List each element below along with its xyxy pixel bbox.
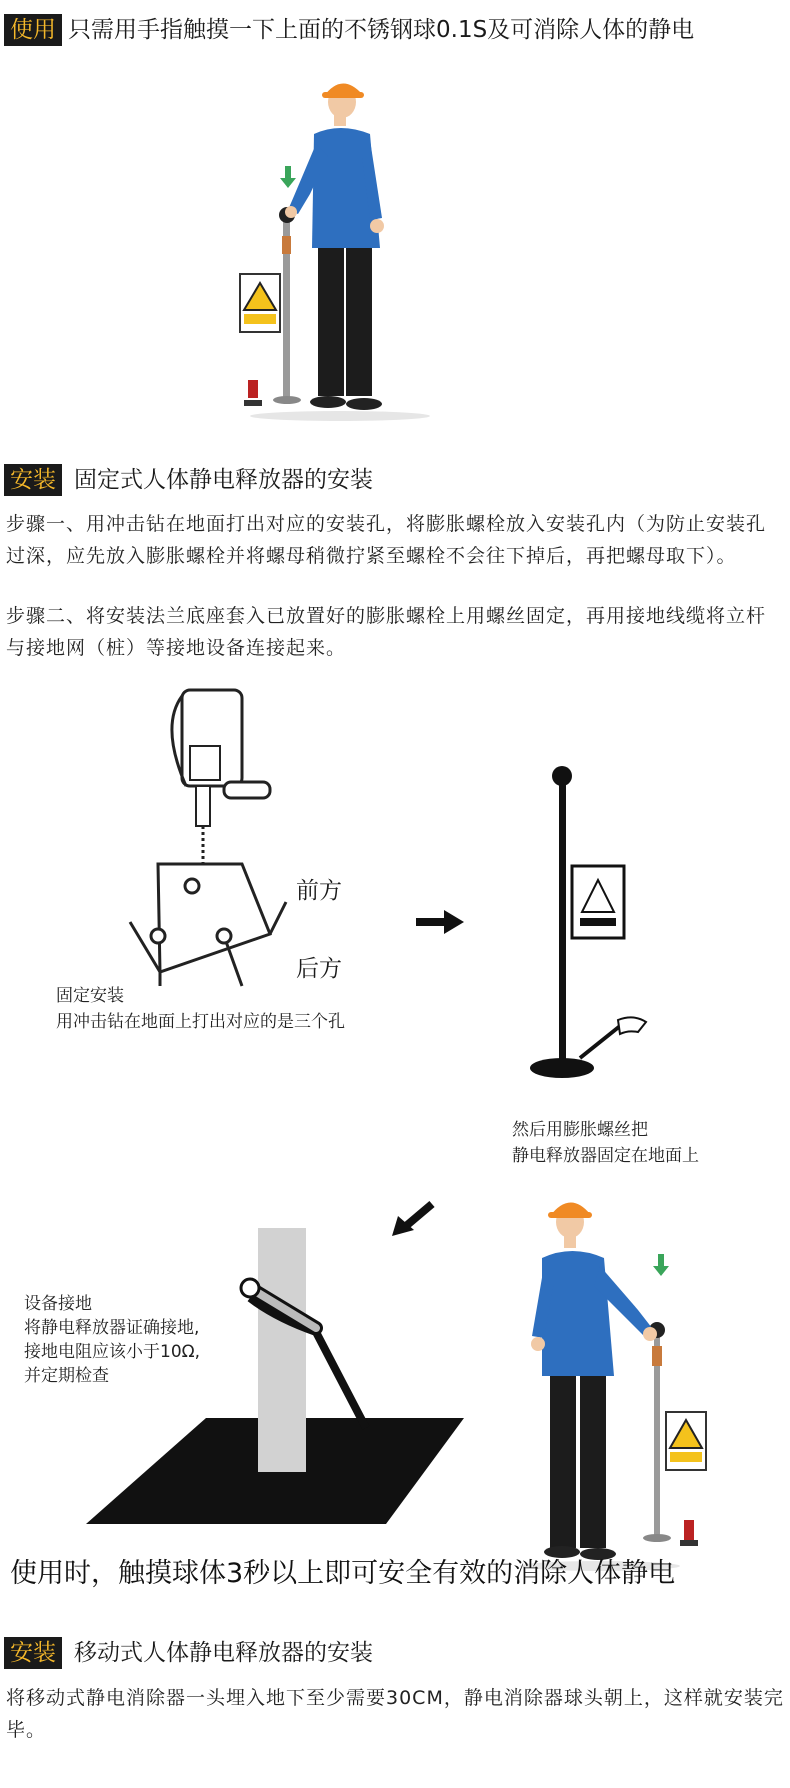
ground-caption-line2: 将静电释放器证确接地, — [24, 1318, 200, 1338]
mobile-install-text: 将移动式静电消除器一头埋入地下至少需要30CM，静电消除器球头朝上，这样就安装完毕。 — [6, 1687, 784, 1741]
bolt-caption-line2: 静电释放器固定在地面上 — [512, 1146, 699, 1166]
ground-caption-line4: 并定期检查 — [24, 1366, 109, 1386]
step-one-text: 步骤一、用冲击钻在地面打出对应的安装孔，将膨胀螺栓放入安装孔内（为防止安装孔过深，应先放入膨胀螺栓并将螺母稍微拧紧至螺栓不会往下掉后，再把螺母取下）。 — [6, 513, 767, 567]
mobile-install-title: 移动式人体静电释放器的安装 — [74, 1640, 373, 1666]
ground-caption-line3: 接地电阻应该小于10Ω, — [24, 1342, 201, 1362]
fixed-install-tag: 安装 — [4, 464, 62, 496]
worker-illustration-2 — [520, 1186, 720, 1576]
step-two-text: 步骤二、将安装法兰底座套入已放置好的膨胀螺栓上用螺丝固定，再用接地线缆将立杆与接地网（桩）等接地设备连接起来。 — [6, 605, 767, 659]
fixed-caption-line2: 用冲击钻在地面上打出对应的是三个孔 — [56, 1012, 345, 1032]
fixed-install-title: 固定式人体静电释放器的安装 — [74, 467, 373, 493]
grounding-diagram — [86, 1228, 466, 1524]
installed-pole-diagram — [520, 768, 650, 1098]
usage-tag: 使用 — [4, 14, 62, 46]
ground-caption-line1: 设备接地 — [24, 1294, 92, 1314]
drill-hole-diagram — [120, 686, 290, 986]
usage-heading: 只需用手指触摸一下上面的不锈钢球0.1S及可消除人体的静电 — [68, 17, 695, 43]
front-label: 前方 — [296, 878, 342, 904]
arrow-right-icon — [416, 910, 464, 934]
mobile-install-tag: 安装 — [4, 1637, 62, 1669]
usage-note: 使用时，触摸球体3秒以上即可安全有效的消除人体静电 — [10, 1558, 676, 1589]
back-label: 后方 — [296, 956, 342, 982]
fixed-caption-line1: 固定安装 — [56, 986, 124, 1006]
bolt-caption-line1: 然后用膨胀螺丝把 — [512, 1120, 648, 1140]
worker-illustration — [230, 78, 450, 423]
